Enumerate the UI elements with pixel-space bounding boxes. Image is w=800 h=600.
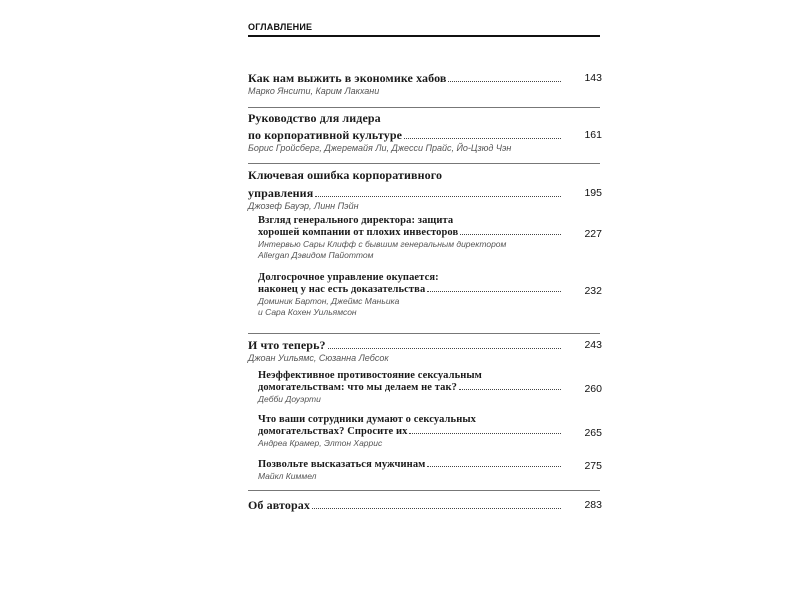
entry-title-line-2: домогательствам: что мы делаем не так? xyxy=(258,382,457,393)
page-number: 283 xyxy=(584,499,602,511)
entry-authors: Марко Янсити, Карим Лакхани xyxy=(248,86,380,96)
dot-leader xyxy=(404,138,561,139)
toc-subentry-ask-employees[interactable] xyxy=(258,414,602,449)
entry-authors-line-2: Allergan Дэвидом Пайоттом xyxy=(258,250,374,260)
entry-authors-line-1: Интервью Сары Клифф с бывшим генеральным директором xyxy=(258,239,507,249)
header-rule xyxy=(248,35,600,37)
page-number: 143 xyxy=(584,72,602,84)
entry-authors: Борис Гройсберг, Джеремайя Ли, Джесси Прайс, Йо-Цзюд Чэн xyxy=(248,143,512,153)
entry-title-line-1: Руководство для лидера xyxy=(248,111,381,125)
toc-entry-about-authors[interactable] xyxy=(248,498,602,512)
toc-entry-corporate-culture[interactable] xyxy=(248,111,602,154)
entry-title: Позвольте высказаться мужчинам xyxy=(258,459,426,470)
dot-leader xyxy=(409,433,561,434)
section-divider xyxy=(248,333,600,334)
entry-title: Об авторах xyxy=(248,498,310,512)
entry-title-line-2: управления xyxy=(248,186,314,200)
entry-authors-line-2: и Сара Кохен Уильямсон xyxy=(258,307,357,317)
section-divider xyxy=(248,107,600,108)
dot-leader xyxy=(312,508,561,509)
entry-authors: Джоан Уильямс, Сюзанна Лебсок xyxy=(248,353,389,363)
entry-authors-line-1: Доминик Бартон, Джеймс Маньика xyxy=(258,296,400,306)
toc-entry-hub-economy[interactable] xyxy=(248,71,602,97)
entry-authors: Андреа Крамер, Элтон Харрис xyxy=(258,438,383,448)
dot-leader xyxy=(427,291,561,292)
dot-leader xyxy=(328,348,561,349)
page-number: 265 xyxy=(584,427,602,439)
entry-title-line-1: Что ваши сотрудники думают о сексуальных xyxy=(258,414,476,425)
section-divider xyxy=(248,490,600,491)
section-divider xyxy=(248,163,600,164)
entry-title-line-1: Ключевая ошибка корпоративного xyxy=(248,168,443,182)
toc-entry-governance-error[interactable] xyxy=(248,168,602,212)
entry-authors: Майкл Киммел xyxy=(258,471,317,481)
page-number: 232 xyxy=(584,285,602,297)
entry-title-line-1: Неэффективное противостояние сексуальным xyxy=(258,370,482,381)
toc-entry-what-now[interactable] xyxy=(248,338,602,364)
entry-authors: Джозеф Бауэр, Линн Пэйн xyxy=(248,201,359,211)
page-number: 161 xyxy=(584,129,602,141)
dot-leader xyxy=(459,389,561,390)
toc-subentry-long-term[interactable] xyxy=(258,272,602,318)
page-number: 243 xyxy=(584,339,602,351)
dot-leader xyxy=(460,234,561,235)
entry-title: И что теперь? xyxy=(248,338,326,352)
entry-title-line-1: Долгосрочное управление окупается: xyxy=(258,272,439,283)
page-number: 227 xyxy=(584,228,602,240)
page-number: 275 xyxy=(584,460,602,472)
entry-authors: Дебби Доуэрти xyxy=(258,394,321,404)
entry-title: Как нам выжить в экономике хабов xyxy=(248,71,447,85)
running-head: ОГЛАВЛЕНИЕ xyxy=(248,22,313,32)
entry-title-line-2: по корпоративной культуре xyxy=(248,128,403,142)
dot-leader xyxy=(315,196,561,197)
entry-title-line-2: наконец у нас есть доказательства xyxy=(258,284,426,295)
dot-leader xyxy=(427,466,561,467)
toc-subentry-let-men-speak[interactable] xyxy=(258,459,602,482)
toc-subentry-harassment-ineffective[interactable] xyxy=(258,370,602,405)
page-number: 195 xyxy=(584,187,602,199)
dot-leader xyxy=(448,81,561,82)
entry-title-line-2: хорошей компании от плохих инвесторов xyxy=(258,227,459,238)
entry-title-line-2: домогательствах? Спросите их xyxy=(258,426,408,437)
entry-title-line-1: Взгляд генерального директора: защита xyxy=(258,215,454,226)
page-number: 260 xyxy=(584,383,602,395)
toc-subentry-ceo-view[interactable] xyxy=(258,215,602,261)
